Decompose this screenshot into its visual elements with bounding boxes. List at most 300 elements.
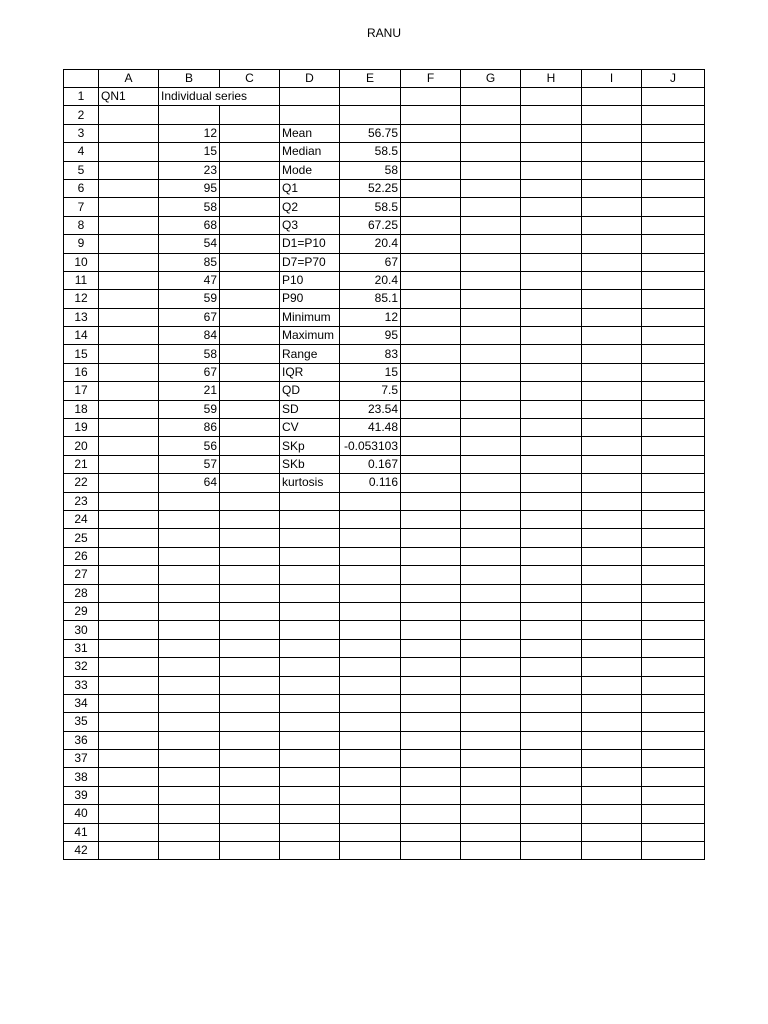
cell-f5[interactable] [401, 161, 461, 179]
cell-i28[interactable] [582, 584, 642, 602]
cell-a12[interactable] [99, 290, 159, 308]
cell-d1[interactable] [280, 88, 340, 106]
cell-a2[interactable] [99, 106, 159, 124]
cell-b8[interactable]: 68 [159, 216, 220, 234]
cell-g14[interactable] [461, 327, 521, 345]
cell-d39[interactable] [280, 786, 340, 804]
cell-d19[interactable]: CV [280, 419, 340, 437]
cell-c37[interactable] [220, 750, 280, 768]
cell-j10[interactable] [642, 253, 705, 271]
cell-i18[interactable] [582, 400, 642, 418]
cell-a21[interactable] [99, 455, 159, 473]
cell-b19[interactable]: 86 [159, 419, 220, 437]
cell-d31[interactable] [280, 639, 340, 657]
cell-e13[interactable]: 12 [340, 308, 401, 326]
cell-j26[interactable] [642, 547, 705, 565]
cell-c30[interactable] [220, 621, 280, 639]
cell-c32[interactable] [220, 658, 280, 676]
cell-b5[interactable]: 23 [159, 161, 220, 179]
cell-j9[interactable] [642, 235, 705, 253]
cell-j3[interactable] [642, 124, 705, 142]
cell-c34[interactable] [220, 694, 280, 712]
cell-g24[interactable] [461, 510, 521, 528]
cell-e37[interactable] [340, 750, 401, 768]
cell-i7[interactable] [582, 198, 642, 216]
cell-b42[interactable] [159, 842, 220, 860]
cell-a18[interactable] [99, 400, 159, 418]
cell-b31[interactable] [159, 639, 220, 657]
cell-g29[interactable] [461, 602, 521, 620]
cell-g31[interactable] [461, 639, 521, 657]
cell-i21[interactable] [582, 455, 642, 473]
cell-b40[interactable] [159, 805, 220, 823]
cell-i1[interactable] [582, 88, 642, 106]
cell-g17[interactable] [461, 382, 521, 400]
cell-a40[interactable] [99, 805, 159, 823]
cell-i10[interactable] [582, 253, 642, 271]
cell-i32[interactable] [582, 658, 642, 676]
cell-f2[interactable] [401, 106, 461, 124]
cell-d18[interactable]: SD [280, 400, 340, 418]
cell-h10[interactable] [521, 253, 582, 271]
cell-b33[interactable] [159, 676, 220, 694]
cell-d2[interactable] [280, 106, 340, 124]
cell-d26[interactable] [280, 547, 340, 565]
cell-a36[interactable] [99, 731, 159, 749]
cell-c14[interactable] [220, 327, 280, 345]
cell-j29[interactable] [642, 602, 705, 620]
cell-a28[interactable] [99, 584, 159, 602]
cell-i8[interactable] [582, 216, 642, 234]
cell-h38[interactable] [521, 768, 582, 786]
cell-h5[interactable] [521, 161, 582, 179]
cell-f9[interactable] [401, 235, 461, 253]
cell-h33[interactable] [521, 676, 582, 694]
cell-f41[interactable] [401, 823, 461, 841]
cell-j36[interactable] [642, 731, 705, 749]
cell-c19[interactable] [220, 419, 280, 437]
cell-b10[interactable]: 85 [159, 253, 220, 271]
cell-f1[interactable] [401, 88, 461, 106]
cell-g32[interactable] [461, 658, 521, 676]
cell-h36[interactable] [521, 731, 582, 749]
cell-h35[interactable] [521, 713, 582, 731]
cell-b11[interactable]: 47 [159, 271, 220, 289]
cell-c42[interactable] [220, 842, 280, 860]
cell-h26[interactable] [521, 547, 582, 565]
cell-j14[interactable] [642, 327, 705, 345]
cell-j25[interactable] [642, 529, 705, 547]
cell-i14[interactable] [582, 327, 642, 345]
cell-h41[interactable] [521, 823, 582, 841]
cell-j8[interactable] [642, 216, 705, 234]
cell-c2[interactable] [220, 106, 280, 124]
cell-g33[interactable] [461, 676, 521, 694]
cell-i23[interactable] [582, 492, 642, 510]
cell-e25[interactable] [340, 529, 401, 547]
cell-d40[interactable] [280, 805, 340, 823]
cell-g11[interactable] [461, 271, 521, 289]
cell-i29[interactable] [582, 602, 642, 620]
cell-e8[interactable]: 67.25 [340, 216, 401, 234]
cell-c12[interactable] [220, 290, 280, 308]
cell-a24[interactable] [99, 510, 159, 528]
cell-d13[interactable]: Minimum [280, 308, 340, 326]
cell-b24[interactable] [159, 510, 220, 528]
cell-j13[interactable] [642, 308, 705, 326]
cell-j32[interactable] [642, 658, 705, 676]
cell-j21[interactable] [642, 455, 705, 473]
cell-e42[interactable] [340, 842, 401, 860]
cell-c22[interactable] [220, 474, 280, 492]
cell-b3[interactable]: 12 [159, 124, 220, 142]
cell-a1[interactable]: QN1 [99, 88, 159, 106]
cell-f35[interactable] [401, 713, 461, 731]
cell-d32[interactable] [280, 658, 340, 676]
cell-c7[interactable] [220, 198, 280, 216]
cell-c41[interactable] [220, 823, 280, 841]
cell-c9[interactable] [220, 235, 280, 253]
cell-c31[interactable] [220, 639, 280, 657]
cell-j11[interactable] [642, 271, 705, 289]
cell-j19[interactable] [642, 419, 705, 437]
cell-f8[interactable] [401, 216, 461, 234]
cell-d34[interactable] [280, 694, 340, 712]
cell-h34[interactable] [521, 694, 582, 712]
cell-e14[interactable]: 95 [340, 327, 401, 345]
cell-g26[interactable] [461, 547, 521, 565]
cell-i24[interactable] [582, 510, 642, 528]
cell-d35[interactable] [280, 713, 340, 731]
cell-g42[interactable] [461, 842, 521, 860]
cell-h11[interactable] [521, 271, 582, 289]
cell-a23[interactable] [99, 492, 159, 510]
cell-i2[interactable] [582, 106, 642, 124]
cell-e21[interactable]: 0.167 [340, 455, 401, 473]
cell-j7[interactable] [642, 198, 705, 216]
cell-i36[interactable] [582, 731, 642, 749]
cell-g18[interactable] [461, 400, 521, 418]
cell-a39[interactable] [99, 786, 159, 804]
cell-d21[interactable]: SKb [280, 455, 340, 473]
cell-f31[interactable] [401, 639, 461, 657]
cell-c28[interactable] [220, 584, 280, 602]
cell-f40[interactable] [401, 805, 461, 823]
cell-b7[interactable]: 58 [159, 198, 220, 216]
cell-g7[interactable] [461, 198, 521, 216]
cell-c18[interactable] [220, 400, 280, 418]
cell-f29[interactable] [401, 602, 461, 620]
cell-c26[interactable] [220, 547, 280, 565]
cell-i41[interactable] [582, 823, 642, 841]
cell-e9[interactable]: 20.4 [340, 235, 401, 253]
cell-a22[interactable] [99, 474, 159, 492]
cell-f30[interactable] [401, 621, 461, 639]
cell-c40[interactable] [220, 805, 280, 823]
cell-h7[interactable] [521, 198, 582, 216]
cell-f22[interactable] [401, 474, 461, 492]
cell-d42[interactable] [280, 842, 340, 860]
cell-b18[interactable]: 59 [159, 400, 220, 418]
cell-i3[interactable] [582, 124, 642, 142]
cell-f7[interactable] [401, 198, 461, 216]
cell-b22[interactable]: 64 [159, 474, 220, 492]
cell-g15[interactable] [461, 345, 521, 363]
cell-h17[interactable] [521, 382, 582, 400]
cell-e41[interactable] [340, 823, 401, 841]
cell-h24[interactable] [521, 510, 582, 528]
cell-i42[interactable] [582, 842, 642, 860]
cell-c15[interactable] [220, 345, 280, 363]
cell-a19[interactable] [99, 419, 159, 437]
cell-g13[interactable] [461, 308, 521, 326]
cell-f6[interactable] [401, 179, 461, 197]
cell-j5[interactable] [642, 161, 705, 179]
cell-b25[interactable] [159, 529, 220, 547]
cell-b23[interactable] [159, 492, 220, 510]
cell-b36[interactable] [159, 731, 220, 749]
cell-g19[interactable] [461, 419, 521, 437]
cell-a25[interactable] [99, 529, 159, 547]
cell-h22[interactable] [521, 474, 582, 492]
cell-j6[interactable] [642, 179, 705, 197]
cell-a9[interactable] [99, 235, 159, 253]
cell-g4[interactable] [461, 143, 521, 161]
cell-g39[interactable] [461, 786, 521, 804]
cell-b35[interactable] [159, 713, 220, 731]
cell-h14[interactable] [521, 327, 582, 345]
cell-j35[interactable] [642, 713, 705, 731]
cell-g40[interactable] [461, 805, 521, 823]
cell-a33[interactable] [99, 676, 159, 694]
cell-d33[interactable] [280, 676, 340, 694]
cell-c21[interactable] [220, 455, 280, 473]
cell-h15[interactable] [521, 345, 582, 363]
cell-f23[interactable] [401, 492, 461, 510]
cell-b12[interactable]: 59 [159, 290, 220, 308]
cell-e6[interactable]: 52.25 [340, 179, 401, 197]
cell-d23[interactable] [280, 492, 340, 510]
cell-b32[interactable] [159, 658, 220, 676]
cell-c38[interactable] [220, 768, 280, 786]
cell-c11[interactable] [220, 271, 280, 289]
cell-h40[interactable] [521, 805, 582, 823]
cell-i13[interactable] [582, 308, 642, 326]
cell-j33[interactable] [642, 676, 705, 694]
cell-h19[interactable] [521, 419, 582, 437]
cell-g37[interactable] [461, 750, 521, 768]
cell-h30[interactable] [521, 621, 582, 639]
cell-i39[interactable] [582, 786, 642, 804]
cell-f12[interactable] [401, 290, 461, 308]
cell-i12[interactable] [582, 290, 642, 308]
cell-a31[interactable] [99, 639, 159, 657]
cell-b30[interactable] [159, 621, 220, 639]
cell-c35[interactable] [220, 713, 280, 731]
cell-d15[interactable]: Range [280, 345, 340, 363]
cell-i34[interactable] [582, 694, 642, 712]
cell-h8[interactable] [521, 216, 582, 234]
cell-b17[interactable]: 21 [159, 382, 220, 400]
cell-b2[interactable] [159, 106, 220, 124]
cell-d3[interactable]: Mean [280, 124, 340, 142]
cell-a41[interactable] [99, 823, 159, 841]
cell-j20[interactable] [642, 437, 705, 455]
cell-i19[interactable] [582, 419, 642, 437]
cell-h23[interactable] [521, 492, 582, 510]
cell-e16[interactable]: 15 [340, 363, 401, 381]
cell-e40[interactable] [340, 805, 401, 823]
cell-e28[interactable] [340, 584, 401, 602]
cell-e22[interactable]: 0.116 [340, 474, 401, 492]
cell-e29[interactable] [340, 602, 401, 620]
cell-b1[interactable] [159, 88, 248, 106]
cell-g41[interactable] [461, 823, 521, 841]
cell-f21[interactable] [401, 455, 461, 473]
cell-e39[interactable] [340, 786, 401, 804]
cell-g23[interactable] [461, 492, 521, 510]
cell-c6[interactable] [220, 179, 280, 197]
cell-d12[interactable]: P90 [280, 290, 340, 308]
cell-f19[interactable] [401, 419, 461, 437]
cell-f36[interactable] [401, 731, 461, 749]
cell-e26[interactable] [340, 547, 401, 565]
cell-c23[interactable] [220, 492, 280, 510]
cell-f10[interactable] [401, 253, 461, 271]
cell-h20[interactable] [521, 437, 582, 455]
cell-h32[interactable] [521, 658, 582, 676]
cell-f26[interactable] [401, 547, 461, 565]
cell-e33[interactable] [340, 676, 401, 694]
cell-f15[interactable] [401, 345, 461, 363]
cell-c3[interactable] [220, 124, 280, 142]
cell-c39[interactable] [220, 786, 280, 804]
cell-i9[interactable] [582, 235, 642, 253]
cell-h4[interactable] [521, 143, 582, 161]
cell-g12[interactable] [461, 290, 521, 308]
cell-a32[interactable] [99, 658, 159, 676]
cell-d4[interactable]: Median [280, 143, 340, 161]
cell-g3[interactable] [461, 124, 521, 142]
cell-e23[interactable] [340, 492, 401, 510]
cell-b38[interactable] [159, 768, 220, 786]
cell-f16[interactable] [401, 363, 461, 381]
cell-g10[interactable] [461, 253, 521, 271]
cell-e32[interactable] [340, 658, 401, 676]
cell-f11[interactable] [401, 271, 461, 289]
cell-i38[interactable] [582, 768, 642, 786]
cell-j15[interactable] [642, 345, 705, 363]
cell-b13[interactable]: 67 [159, 308, 220, 326]
cell-j17[interactable] [642, 382, 705, 400]
cell-h31[interactable] [521, 639, 582, 657]
cell-f28[interactable] [401, 584, 461, 602]
cell-h42[interactable] [521, 842, 582, 860]
cell-d29[interactable] [280, 602, 340, 620]
cell-a17[interactable] [99, 382, 159, 400]
cell-i40[interactable] [582, 805, 642, 823]
cell-j42[interactable] [642, 842, 705, 860]
cell-h16[interactable] [521, 363, 582, 381]
cell-i16[interactable] [582, 363, 642, 381]
cell-e5[interactable]: 58 [340, 161, 401, 179]
cell-f14[interactable] [401, 327, 461, 345]
cell-b37[interactable] [159, 750, 220, 768]
cell-a13[interactable] [99, 308, 159, 326]
cell-g16[interactable] [461, 363, 521, 381]
cell-b6[interactable]: 95 [159, 179, 220, 197]
cell-d30[interactable] [280, 621, 340, 639]
cell-h12[interactable] [521, 290, 582, 308]
cell-g1[interactable] [461, 88, 521, 106]
cell-c4[interactable] [220, 143, 280, 161]
cell-j2[interactable] [642, 106, 705, 124]
cell-c20[interactable] [220, 437, 280, 455]
cell-b16[interactable]: 67 [159, 363, 220, 381]
cell-d41[interactable] [280, 823, 340, 841]
cell-h39[interactable] [521, 786, 582, 804]
cell-i15[interactable] [582, 345, 642, 363]
cell-e20[interactable]: -0.053103 [340, 437, 401, 455]
cell-a42[interactable] [99, 842, 159, 860]
cell-d22[interactable]: kurtosis [280, 474, 340, 492]
cell-g6[interactable] [461, 179, 521, 197]
cell-a11[interactable] [99, 271, 159, 289]
cell-j41[interactable] [642, 823, 705, 841]
cell-h37[interactable] [521, 750, 582, 768]
cell-j23[interactable] [642, 492, 705, 510]
cell-g5[interactable] [461, 161, 521, 179]
cell-g20[interactable] [461, 437, 521, 455]
cell-g22[interactable] [461, 474, 521, 492]
cell-i25[interactable] [582, 529, 642, 547]
cell-e4[interactable]: 58.5 [340, 143, 401, 161]
cell-i33[interactable] [582, 676, 642, 694]
cell-d5[interactable]: Mode [280, 161, 340, 179]
cell-a15[interactable] [99, 345, 159, 363]
cell-b14[interactable]: 84 [159, 327, 220, 345]
cell-g27[interactable] [461, 566, 521, 584]
cell-d37[interactable] [280, 750, 340, 768]
cell-g34[interactable] [461, 694, 521, 712]
cell-b15[interactable]: 58 [159, 345, 220, 363]
cell-c16[interactable] [220, 363, 280, 381]
cell-e19[interactable]: 41.48 [340, 419, 401, 437]
cell-a16[interactable] [99, 363, 159, 381]
cell-d24[interactable] [280, 510, 340, 528]
cell-f4[interactable] [401, 143, 461, 161]
cell-a30[interactable] [99, 621, 159, 639]
cell-e34[interactable] [340, 694, 401, 712]
cell-d10[interactable]: D7=P70 [280, 253, 340, 271]
cell-b34[interactable] [159, 694, 220, 712]
cell-e1[interactable] [340, 88, 401, 106]
cell-d27[interactable] [280, 566, 340, 584]
cell-a7[interactable] [99, 198, 159, 216]
cell-h27[interactable] [521, 566, 582, 584]
cell-i22[interactable] [582, 474, 642, 492]
cell-i20[interactable] [582, 437, 642, 455]
cell-c5[interactable] [220, 161, 280, 179]
cell-b27[interactable] [159, 566, 220, 584]
cell-g35[interactable] [461, 713, 521, 731]
cell-h29[interactable] [521, 602, 582, 620]
cell-f24[interactable] [401, 510, 461, 528]
cell-a20[interactable] [99, 437, 159, 455]
cell-j16[interactable] [642, 363, 705, 381]
cell-g21[interactable] [461, 455, 521, 473]
cell-d6[interactable]: Q1 [280, 179, 340, 197]
